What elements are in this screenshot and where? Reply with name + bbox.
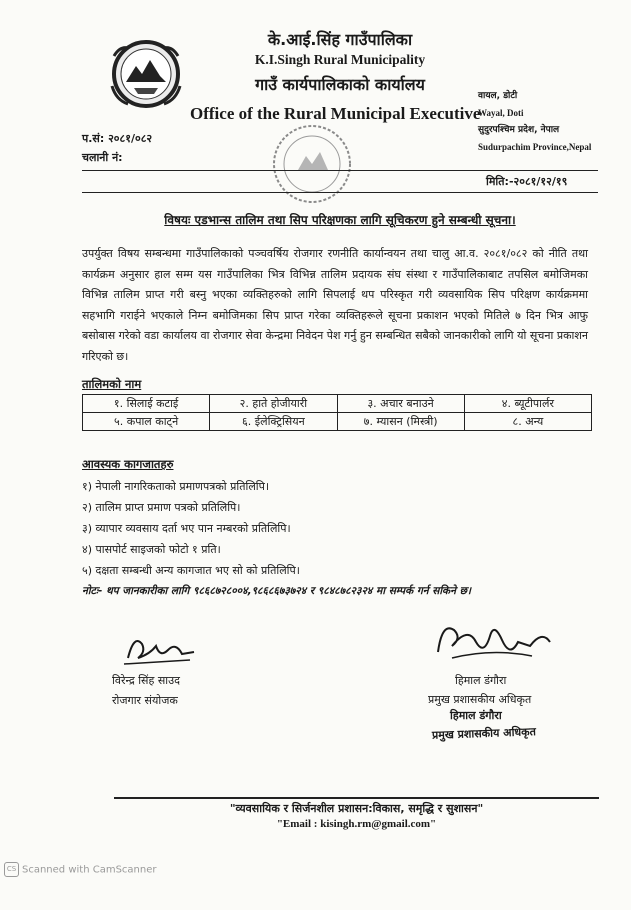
contact-note: नोटः- थप जानकारीका लागि ९८६८७२८००४,९८६८६७३७२४ र ९८४८७८२३२४ मा सम्पर्क गर्न सकिने छ।: [82, 585, 471, 597]
municipality-name-nepali: के.आई.सिंह गाउँपालिका: [267, 30, 413, 49]
right-signatory-name: हिमाल डंगौरा: [455, 674, 507, 687]
address-line: Sudurpachim Province,Nepal: [478, 142, 592, 152]
table-row: [83, 413, 592, 431]
office-name-nepali: गाउँ कार्यपालिकाको कार्यालय: [255, 75, 425, 94]
document-item: ५) दक्षता सम्बन्धी अन्य कागजात भए सो को प्रतिलिपि।: [82, 564, 300, 577]
left-signature: [120, 628, 200, 676]
stamp-title: प्रमुख प्रशासकीय अधिकृत: [431, 725, 537, 742]
date-divider: [82, 192, 598, 193]
address-line: सुदुरपश्चिम प्रदेश, नेपाल: [478, 125, 560, 135]
municipality-emblem: [106, 36, 186, 112]
footer-slogan: "व्यवसायिक र सिर्जनशील प्रशासन:विकास, समृद्धि र सुशासन": [229, 802, 484, 815]
left-signatory-name: विरेन्द्र सिंह साउद: [112, 674, 180, 687]
reference-number: प.सं: २०८१/०८२: [82, 132, 153, 145]
documents-section-title: आवस्यक कागजातहरु: [82, 457, 174, 471]
right-signatory-title: प्रमुख प्रशासकीय अधिकृत: [428, 693, 532, 706]
scanner-watermark: [4, 862, 157, 877]
document-item: ४) पासपोर्ट साइजको फोटो १ प्रति।: [82, 543, 221, 556]
office-name-english: Office of the Rural Municipal Executive: [190, 104, 481, 123]
training-cell: ७. म्यासन (मिस्त्री): [337, 413, 464, 431]
training-cell: ६. ईलेक्ट्रिसियन: [210, 413, 337, 431]
table-row: [83, 395, 592, 413]
municipality-name-english: K.I.Singh Rural Municipality: [254, 52, 426, 67]
training-cell: ४. ब्यूटीपार्लर: [464, 395, 591, 413]
dispatch-number: चलानी नं:: [82, 151, 123, 164]
document-item: १) नेपाली नागरिकताको प्रमाणपत्रको प्रतिलिपि।: [82, 480, 270, 493]
address-line: वायल, डोटी: [478, 91, 518, 101]
training-cell: ८. अन्य: [464, 413, 591, 431]
right-signature: [432, 612, 562, 674]
document-item: २) तालिम प्राप्त प्रमाण पत्रको प्रतिलिपि।: [82, 501, 241, 514]
notice-subject: विषयः एडभान्स तालिम तथा सिप परिक्षणका लागि सूचिकरण हुने सम्बन्धी सूचना।: [164, 213, 516, 227]
date: मिति:-२०८१/१२/१९: [486, 175, 568, 188]
camscanner-logo-icon: CS: [4, 862, 19, 877]
footer-divider: [114, 797, 599, 799]
footer-email: "Email : kisingh.rm@gmail.com": [276, 818, 437, 830]
training-cell: ५. कपाल काट्ने: [83, 413, 210, 431]
training-cell: २. हाते होजीयारी: [210, 395, 337, 413]
office-stamp: [270, 122, 354, 206]
address-line: Wayal, Doti: [478, 108, 524, 118]
training-cell: १. सिलाई कटाई: [83, 395, 210, 413]
training-cell: ३. अचार बनाउने: [337, 395, 464, 413]
training-table: [82, 394, 592, 431]
scanner-text: Scanned with CamScanner: [22, 864, 157, 876]
notice-body: उपर्युक्त विषय सम्बन्धमा गाउँपालिकाको पञ्चवर्षिय रोजगार रणनीति कार्यान्वयन तथा चालु आ.व. २०८१/०८२ को नीति तथा कार्यक्रम अनुसार हाल सम्म यस गाउँपालिका भित्र विभिन्न तालिम प्रदायक संघ संस्था र गाउँपालिकाबाट तपसिल बमोजिमका विभिन्न तालिम प्राप्त गरी बस्नु भएका व्यक्तिहरुको लागि सिपलाई थप परिस्कृत गरी व्यवसायिक सिप परिक्षण कार्यक्रममा सहभागि गराईने भएकाले निम्न बमोजिमका सिप प्राप्त गरेका व्यक्तिहरूले सूचना प्रकाशन भएको मितिले ७ दिन भित्र आफु बसोबास गरेको वडा कार्यालय वा रोजगार सेवा केन्द्रमा निवेदन पेश गर्नु हुन सम्बन्धित सबैको जानकारीको लागि यो सूचना प्रकाशन गरिएको छ।: [82, 247, 588, 363]
document-item: ३) व्यापार व्यवसाय दर्ता भए पान नम्बरको प्रतिलिपि।: [82, 522, 291, 535]
header-divider: [82, 170, 598, 171]
stamp-name: हिमाल डंगौरा: [450, 709, 502, 722]
training-section-title: तालिमको नाम: [82, 377, 142, 391]
left-signatory-title: रोजगार संयोजक: [112, 694, 178, 707]
